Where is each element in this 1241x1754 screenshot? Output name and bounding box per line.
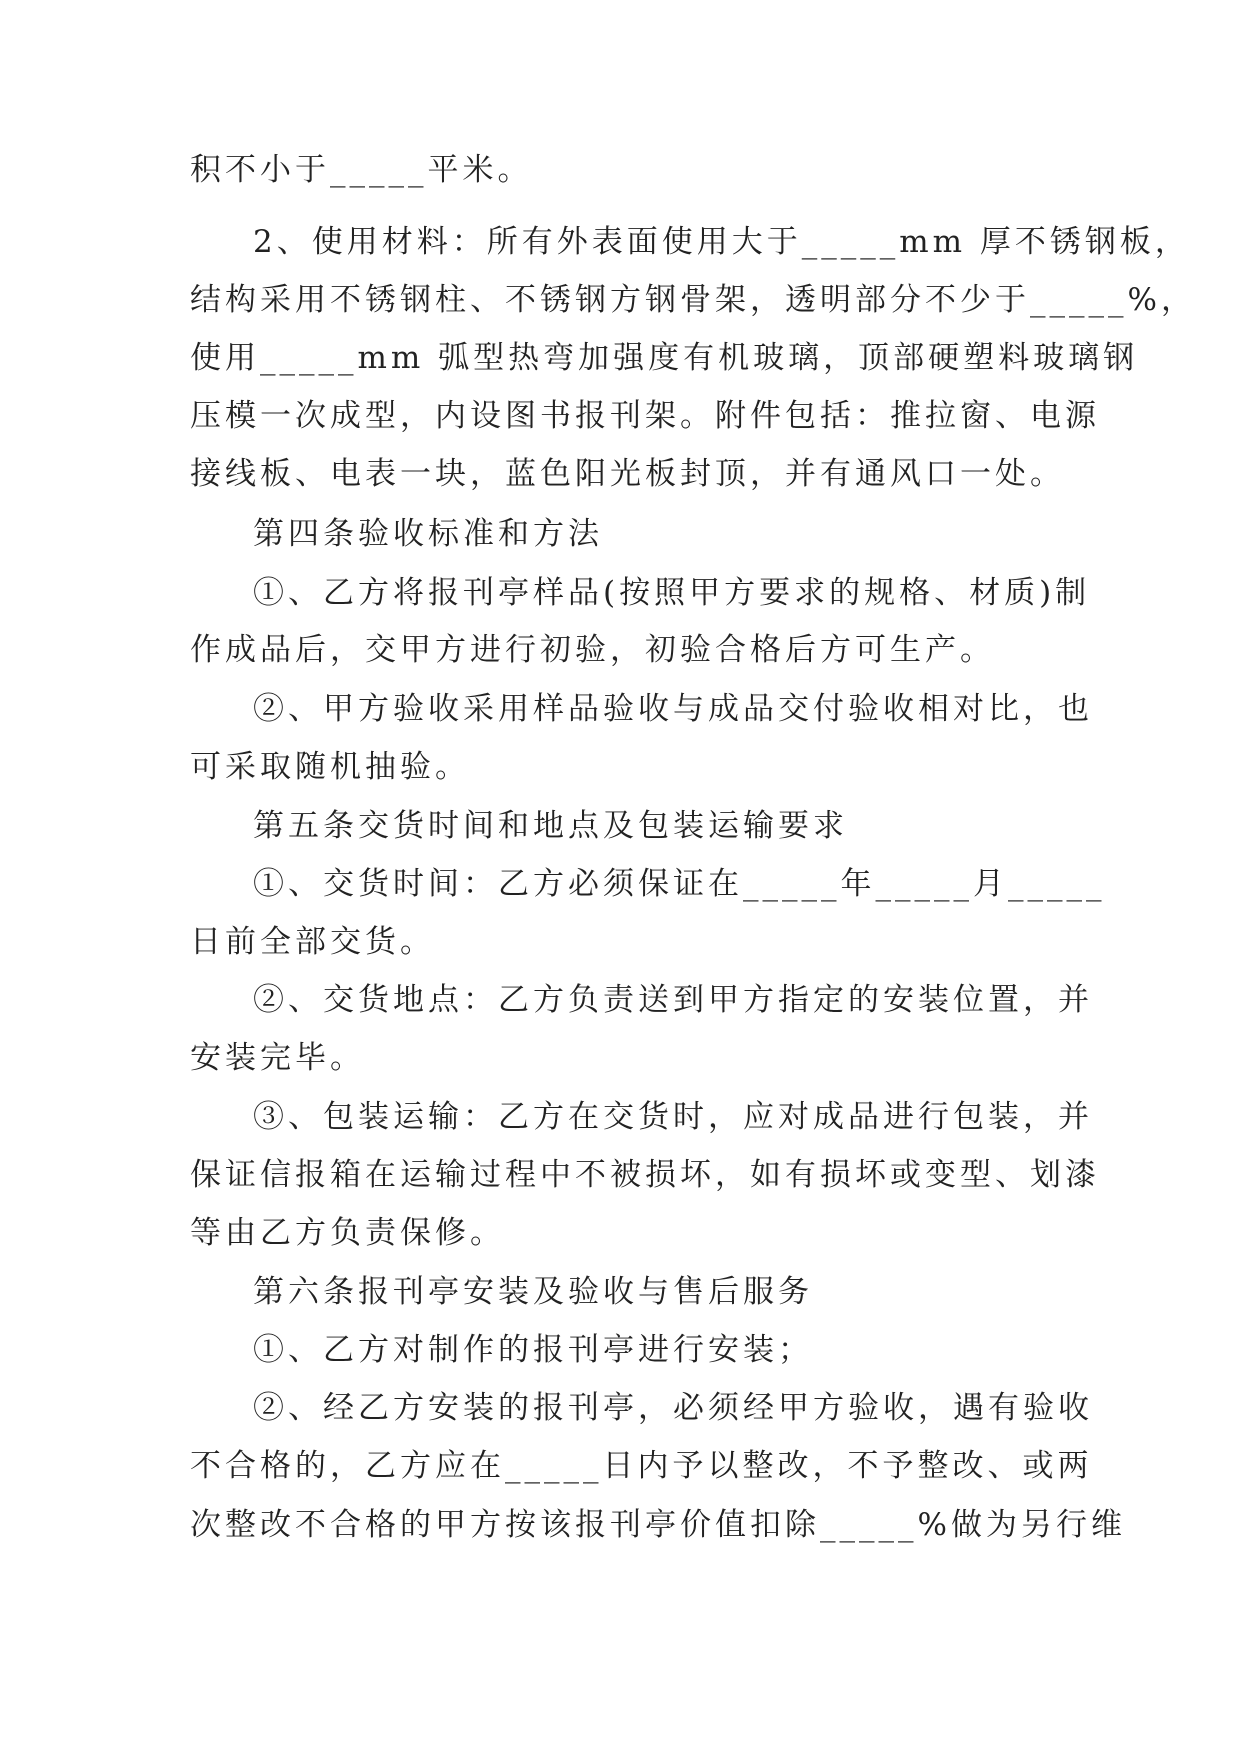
text-line: 安装完毕。 xyxy=(190,1040,365,1076)
text-line: 日前全部交货。 xyxy=(190,924,435,960)
text-line: 使用_____mm 弧型热弯加强度有机玻璃，顶部硬塑料玻璃钢 xyxy=(190,340,1139,376)
text-line: ①、交货时间：乙方必须保证在_____年_____月_____ xyxy=(253,866,1106,902)
section-heading: 第五条交货时间和地点及包装运输要求 xyxy=(253,808,848,844)
text-line: 作成品后，交甲方进行初验，初验合格后方可生产。 xyxy=(190,632,995,668)
text-line: ①、乙方将报刊亭样品(按照甲方要求的规格、材质)制 xyxy=(253,575,1091,611)
section-heading: 第六条报刊亭安装及验收与售后服务 xyxy=(253,1274,813,1310)
text-line: ③、包装运输：乙方在交货时，应对成品进行包装，并 xyxy=(253,1099,1093,1135)
text-line: ①、乙方对制作的报刊亭进行安装； xyxy=(253,1332,813,1368)
text-line: 结构采用不锈钢柱、不锈钢方钢骨架，透明部分不少于_____%， xyxy=(190,282,1196,318)
text-line: ②、甲方验收采用样品验收与成品交付验收相对比，也 xyxy=(253,691,1093,727)
text-line: 等由乙方负责保修。 xyxy=(190,1215,505,1251)
text-line: ②、交货地点：乙方负责送到甲方指定的安装位置，并 xyxy=(253,982,1093,1018)
text-line: 保证信报箱在运输过程中不被损坏，如有损坏或变型、划漆 xyxy=(190,1157,1100,1193)
section-heading: 第四条验收标准和方法 xyxy=(253,516,603,552)
text-line: 接线板、电表一块，蓝色阳光板封顶，并有通风口一处。 xyxy=(190,456,1065,492)
text-line: 不合格的，乙方应在_____日内予以整改，不予整改、或两 xyxy=(190,1448,1093,1484)
text-line: 2、使用材料：所有外表面使用大于_____mm 厚不锈钢板， xyxy=(253,224,1190,260)
text-line: 可采取随机抽验。 xyxy=(190,749,470,785)
text-line: 压模一次成型，内设图书报刊架。附件包括：推拉窗、电源 xyxy=(190,398,1100,434)
text-line: ②、经乙方安装的报刊亭，必须经甲方验收，遇有验收 xyxy=(253,1390,1093,1426)
text-line: 次整改不合格的甲方按该报刊亭价值扣除_____%做为另行维 xyxy=(190,1507,1126,1543)
text-line: 积不小于_____平米。 xyxy=(190,152,533,188)
